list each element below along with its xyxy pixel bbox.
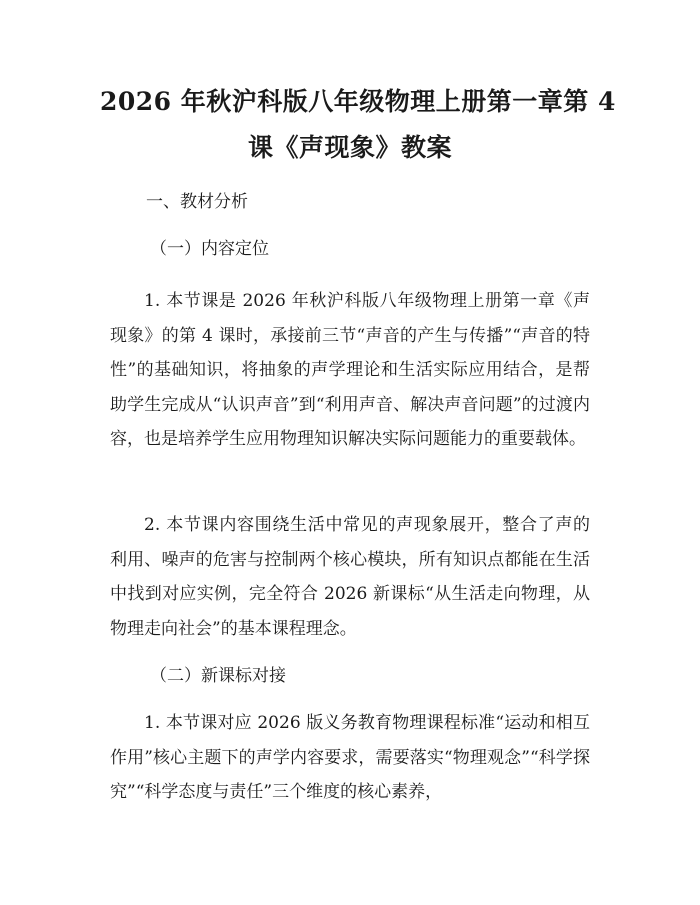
- document-title-line-2: 课《声现象》教案: [247, 133, 452, 162]
- paragraph-3: 1. 本节课对应 2026 版义务教育物理课程标准“运动和相互作用”核心主题下的声学内容要求，需要落实“物理观念”“科学探究”“科学态度与责任”三个维度的核心素养，: [110, 713, 590, 802]
- paragraph-2: 2. 本节课内容围绕生活中常见的声现象展开，整合了声的利用、噪声的危害与控制两个核心模块，所有知识点都能在生活中找到对应实例，完全符合 2026 新课标“从生活走向物理，从物理走向社会”的基本课程理念。: [110, 515, 590, 639]
- subsection-heading-curriculum-alignment: （二）新课标对接: [150, 666, 286, 686]
- paragraph-1: 1. 本节课是 2026 年秋沪科版八年级物理上册第一章《声现象》的第 4 课时，承接前三节“声音的产生与传播”“声音的特性”的基础知识，将抽象的声学理论和生活实际应用结合，是帮助学生完成从“认识声音”到“利用声音、解决声音问题”的过渡内容，也是培养学生应用物理知识解决实际问题能力的重要载体。: [110, 291, 590, 449]
- section-heading-textbook-analysis: 一、教材分析: [146, 192, 248, 212]
- document-title-line-1: 2026 年秋沪科版八年级物理上册第一章第 4: [100, 87, 616, 116]
- subsection-heading-content-positioning: （一）内容定位: [150, 239, 269, 259]
